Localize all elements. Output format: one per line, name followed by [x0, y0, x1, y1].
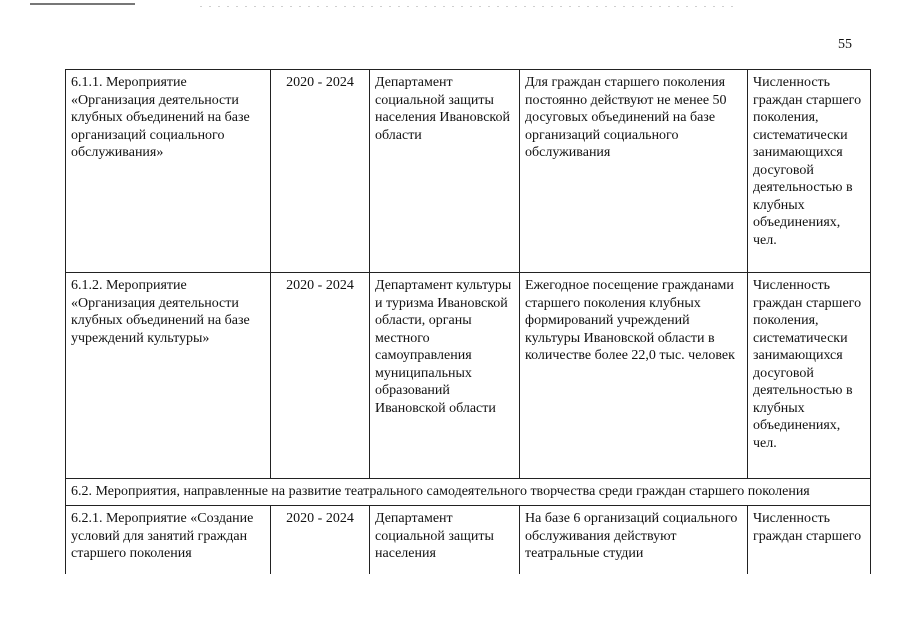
- executor-cell: Департамент социальной защиты населения: [370, 506, 520, 575]
- indicator-cell: Численность граждан старшего поколения, систематически занимающихся досуговой деятельностью в клубных объединениях, чел.: [748, 70, 871, 273]
- years-cell: 2020 - 2024: [271, 273, 370, 479]
- executor-cell: Департамент социальной защиты населения Ивановской области: [370, 70, 520, 273]
- result-cell: Для граждан старшего поколения постоянно действуют не менее 50 досуговых объединений на базе организаций социального обслуживания: [520, 70, 748, 273]
- measure-name-cell: 6.1.1. Мероприятие «Организация деятельности клубных объединений на базе организаций социального обслуживания»: [66, 70, 271, 273]
- page-number: 55: [838, 37, 852, 52]
- measure-name-cell: 6.1.2. Мероприятие «Организация деятельности клубных объединений на базе учреждений культуры»: [66, 273, 271, 479]
- years-cell: 2020 - 2024: [271, 506, 370, 575]
- measures-table: [65, 69, 871, 574]
- executor-cell: Департамент культуры и туризма Ивановской области, органы местного самоуправления муниципальных образований Ивановской области: [370, 273, 520, 479]
- table-row: [66, 273, 871, 479]
- scan-artifact-dots: [200, 6, 740, 7]
- indicator-cell: Численность граждан старшего: [748, 506, 871, 575]
- measure-name-cell: 6.2.1. Мероприятие «Создание условий для занятий граждан старшего поколения: [66, 506, 271, 575]
- scan-artifact: [30, 3, 135, 5]
- indicator-cell: Численность граждан старшего поколения, систематически занимающихся досуговой деятельностью в клубных объединениях, чел.: [748, 273, 871, 479]
- table-row: [66, 506, 871, 575]
- years-cell: 2020 - 2024: [271, 70, 370, 273]
- result-cell: Ежегодное посещение гражданами старшего поколения клубных формирований учреждений культуры Ивановской области в количестве более 22,0 тыс. человек: [520, 273, 748, 479]
- result-cell: На базе 6 организаций социального обслуживания действуют театральные студии: [520, 506, 748, 575]
- table-row: [66, 70, 871, 273]
- section-heading: 6.2. Мероприятия, направленные на развитие театрального самодеятельного творчества среди граждан старшего поколения: [66, 479, 871, 506]
- section-row: [66, 479, 871, 506]
